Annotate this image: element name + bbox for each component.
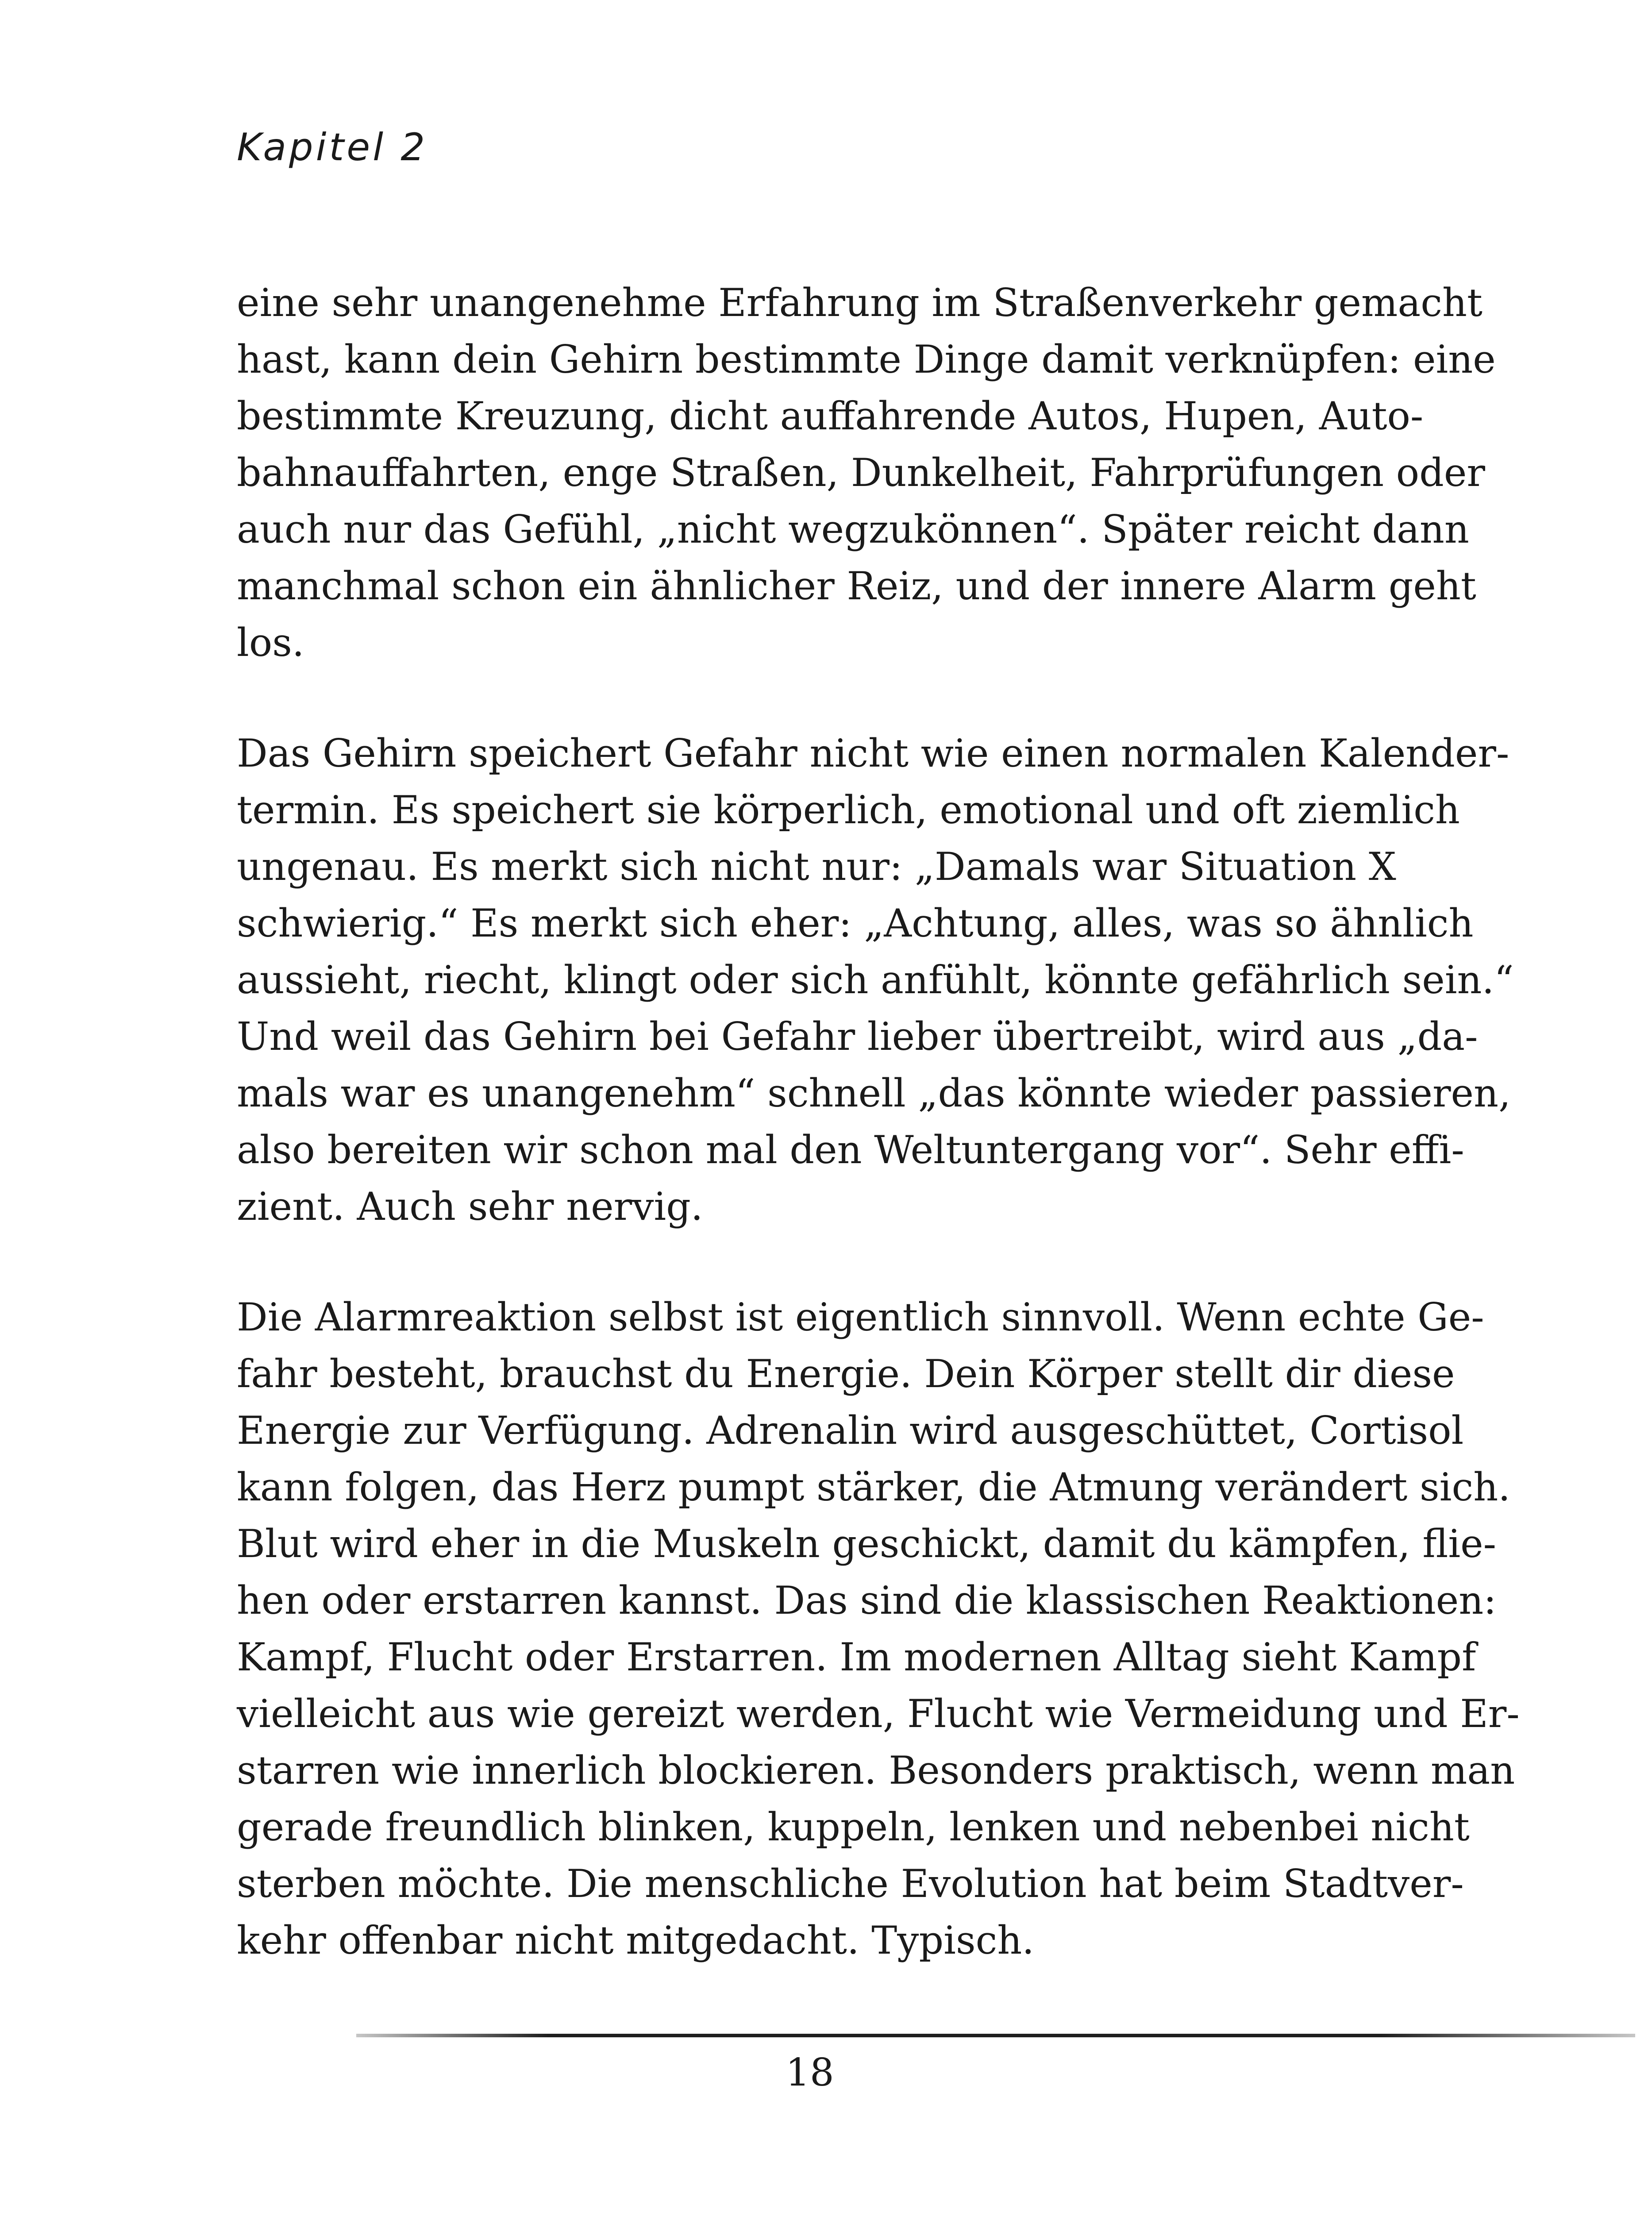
page-number: 18 <box>786 2051 834 2095</box>
body-text <box>237 274 1520 2023</box>
text-line: Die Alarmreaktion selbst ist eigentlich sinnvoll. Wenn echte Ge- <box>237 1295 1484 1340</box>
text-line: vielleicht aus wie gereizt werden, Flucht wie Vermeidung und Er- <box>237 1691 1520 1736</box>
text-line: fahr besteht, brauchst du Energie. Dein Körper stellt dir diese <box>237 1351 1455 1396</box>
text-line: termin. Es speichert sie körperlich, emotional und oft ziemlich <box>237 787 1460 833</box>
text-line: Das Gehirn speichert Gefahr nicht wie einen normalen Kalender- <box>237 731 1510 776</box>
text-line: Kampf, Flucht oder Erstarren. Im modernen Alltag sieht Kampf <box>237 1635 1476 1680</box>
paragraph-1 <box>237 274 1496 671</box>
text-line: sterben möchte. Die menschliche Evolution hat beim Stadtver- <box>237 1861 1464 1906</box>
paragraph-2 <box>237 725 1514 1235</box>
text-line: los. <box>237 620 304 665</box>
text-line: kehr offenbar nicht mitgedacht. Typisch. <box>237 1918 1035 1963</box>
text-line: manchmal schon ein ähnlicher Reiz, und der innere Alarm geht <box>237 563 1476 609</box>
text-line: mals war es unangenehm“ schnell „das könnte wieder passieren, <box>237 1071 1511 1116</box>
text-line: hen oder erstarren kannst. Das sind die klassischen Reaktionen: <box>237 1578 1497 1623</box>
text-line: Energie zur Verfügung. Adrenalin wird ausgeschüttet, Cortisol <box>237 1408 1464 1453</box>
text-line: bestimmte Kreuzung, dicht auffahrende Autos, Hupen, Auto- <box>237 393 1424 439</box>
text-line: kann folgen, das Herz pumpt stärker, die Atmung verändert sich. <box>237 1465 1510 1510</box>
footer-divider <box>356 2034 1635 2037</box>
text-line: eine sehr unangenehme Erfahrung im Straßenverkehr gemacht <box>237 280 1483 325</box>
text-line: gerade freundlich blinken, kuppeln, lenken und nebenbei nicht <box>237 1804 1470 1850</box>
text-line: ungenau. Es merkt sich nicht nur: „Damals war Situation X <box>237 844 1396 889</box>
text-line: bahnauffahrten, enge Straßen, Dunkelheit, Fahrprüfungen oder <box>237 450 1485 495</box>
text-line: starren wie innerlich blockieren. Besonders praktisch, wenn man <box>237 1748 1515 1793</box>
running-head: Kapitel 2 <box>237 125 428 170</box>
text-line: aussieht, riecht, klingt oder sich anfühlt, könnte gefährlich sein.“ <box>237 957 1514 1002</box>
text-line: Und weil das Gehirn bei Gefahr lieber übertreibt, wird aus „da- <box>237 1014 1478 1059</box>
text-line: zient. Auch sehr nervig. <box>237 1184 703 1229</box>
text-line: schwierig.“ Es merkt sich eher: „Achtung, alles, was so ähnlich <box>237 901 1474 946</box>
text-line: Blut wird eher in die Muskeln geschickt, damit du kämpfen, flie- <box>237 1521 1497 1566</box>
paragraph-3 <box>237 1289 1520 1969</box>
text-line: also bereiten wir schon mal den Weltuntergang vor“. Sehr effi- <box>237 1127 1464 1172</box>
text-line: auch nur das Gefühl, „nicht wegzukönnen“. Später reicht dann <box>237 507 1469 552</box>
text-line: hast, kann dein Gehirn bestimmte Dinge damit verknüpfen: eine <box>237 337 1496 382</box>
